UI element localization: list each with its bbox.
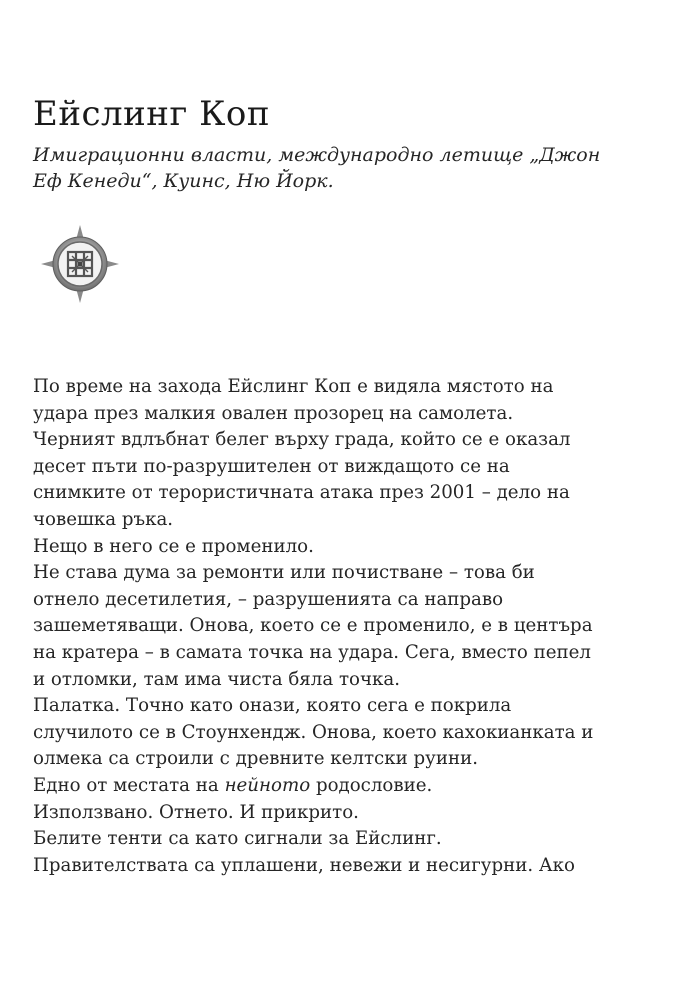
text-line: десет пъти по-разрушителен от виждащото се на <box>33 455 510 477</box>
location-line-1: Имиграционни власти, международно летище „Джон <box>33 144 601 166</box>
text-fragment: Едно от местата на <box>33 774 225 796</box>
text-line: Не става дума за ремонти или почистване – това би <box>33 562 535 584</box>
text-line: Белите тенти са като сигнали за Ейслинг. <box>33 828 442 850</box>
text-line: случилото се в Стоунхендж. Онова, което кахокианката и <box>33 721 594 743</box>
text-line: Палатка. Точно като онази, която сега е покрила <box>33 695 512 717</box>
text-line: на кратера – в самата точка на удара. Сега, вместо пепел <box>33 641 591 663</box>
location-line-2: Еф Кенеди“, Куинс, Ню Йорк. <box>33 170 334 192</box>
text-line: Правителствата са уплашени, невежи и несигурни. Ако <box>33 854 576 876</box>
body-text <box>33 374 683 879</box>
text-line: Черният вдлъбнат белег върху града, който се е оказал <box>33 429 571 451</box>
text-line: Използвано. Отнето. И прикрито. <box>33 801 359 823</box>
text-line: отнело десетилетия, – разрушенията са направо <box>33 588 504 610</box>
text-line: и отломки, там има чиста бяла точка. <box>33 668 400 690</box>
text-line: снимките от терористичната атака през 2001 – дело на <box>33 482 570 504</box>
emphasized-word: нейното <box>224 774 311 796</box>
chapter-location <box>33 142 673 194</box>
text-line: удара през малкия овален прозорец на самолета. <box>33 402 514 424</box>
compass-glyph-icon <box>40 224 120 304</box>
text-line: Нещо в него се е променило. <box>33 535 314 557</box>
text-line-with-emphasis <box>33 773 683 800</box>
text-line: По време на захода Ейслинг Коп е видяла мястото на <box>33 376 554 397</box>
text-line: човешка ръка. <box>33 508 174 530</box>
text-line: олмека са строили с древните келтски руини. <box>33 748 478 770</box>
text-line: зашеметяващи. Онова, което се е променило, е в центъра <box>33 615 593 637</box>
text-fragment: родословие. <box>310 774 433 796</box>
chapter-title: Ейслинг Коп <box>33 94 271 134</box>
